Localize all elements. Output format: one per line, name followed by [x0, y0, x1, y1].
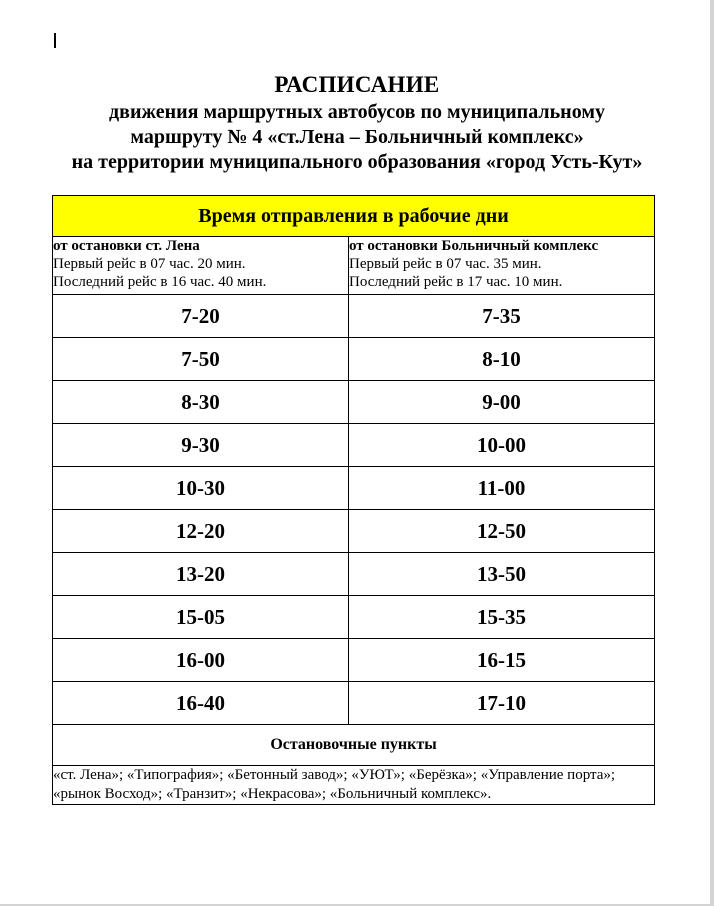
departure-time-lena: 10-30 — [53, 467, 349, 510]
table-row — [53, 682, 655, 725]
table-row — [53, 467, 655, 510]
departure-time-lena: 9-30 — [53, 424, 349, 467]
departure-time-lena: 13-20 — [53, 553, 349, 596]
left-stop-title: от остановки ст. Лена — [53, 238, 200, 254]
table-row — [53, 596, 655, 639]
table-row — [53, 381, 655, 424]
table-row — [53, 424, 655, 467]
departure-times — [53, 295, 655, 725]
departure-time-hospital: 10-00 — [349, 424, 655, 467]
departure-time-lena: 7-20 — [53, 295, 349, 338]
departure-time-lena: 15-05 — [53, 596, 349, 639]
departure-time-lena: 16-00 — [53, 639, 349, 682]
table-row — [53, 295, 655, 338]
departure-time-lena: 7-50 — [53, 338, 349, 381]
table-row — [53, 510, 655, 553]
departure-time-lena: 12-20 — [53, 510, 349, 553]
text-cursor[interactable] — [54, 33, 56, 48]
document-title: РАСПИСАНИЕ — [274, 72, 440, 97]
table-row — [53, 639, 655, 682]
departure-time-hospital: 9-00 — [349, 381, 655, 424]
departure-time-lena: 8-30 — [53, 381, 349, 424]
departure-time-hospital: 15-35 — [349, 596, 655, 639]
departure-time-hospital: 11-00 — [349, 467, 655, 510]
departure-time-lena: 16-40 — [53, 682, 349, 725]
stops-list: «ст. Лена»; «Типография»; «Бетонный завод»; «УЮТ»; «Берёзка»; «Управление порта»; «рынок Восход»; «Транзит»; «Некрасова»; «Больничный комплекс». — [53, 766, 655, 805]
subtitle-line: движения маршрутных автобусов по муниципальному — [109, 101, 605, 123]
departure-time-hospital: 13-50 — [349, 553, 655, 596]
subtitle-line: на территории муниципального образования «город Усть-Кут» — [71, 151, 643, 173]
departure-time-hospital: 12-50 — [349, 510, 655, 553]
departure-time-hospital: 17-10 — [349, 682, 655, 725]
table-row — [53, 338, 655, 381]
left-last-trip: Последний рейс в 16 час. 40 мин. — [53, 274, 267, 290]
left-first-trip: Первый рейс в 07 час. 20 мин. — [53, 256, 246, 272]
stops-title: Остановочные пункты — [53, 725, 655, 766]
right-stop-title: от остановки Больничный комплекс — [349, 238, 599, 254]
departure-time-hospital: 8-10 — [349, 338, 655, 381]
schedule-table — [52, 195, 655, 805]
document-heading — [0, 70, 714, 175]
table-header: Время отправления в рабочие дни — [53, 196, 655, 237]
subtitle-line: маршруту № 4 «ст.Лена – Больничный комплекс» — [130, 126, 584, 148]
right-first-trip: Первый рейс в 07 час. 35 мин. — [349, 256, 542, 272]
departure-time-hospital: 16-15 — [349, 639, 655, 682]
left-stop-info — [53, 237, 349, 295]
right-last-trip: Последний рейс в 17 час. 10 мин. — [349, 274, 563, 290]
table-row — [53, 553, 655, 596]
departure-time-hospital: 7-35 — [349, 295, 655, 338]
right-stop-info — [349, 237, 655, 295]
